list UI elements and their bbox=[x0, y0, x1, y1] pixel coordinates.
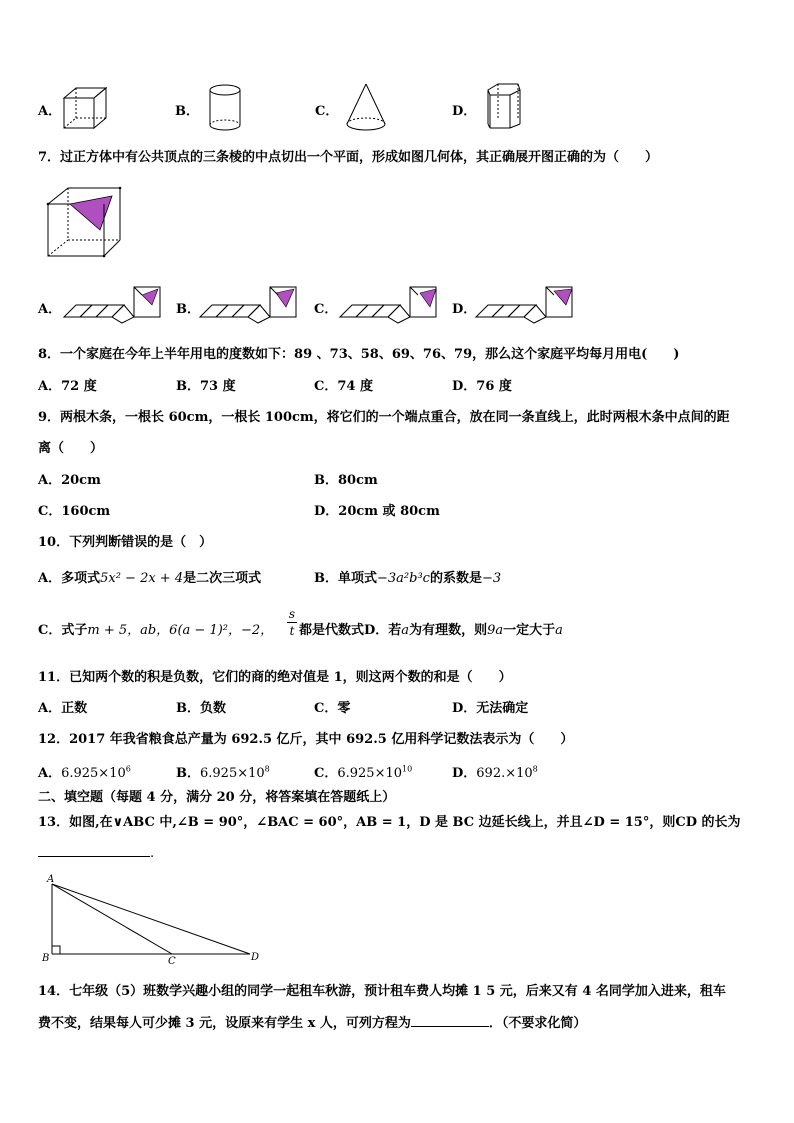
q11-option-d: D．无法确定 bbox=[452, 701, 529, 716]
q13-stem: 13．如图,在∨ABC 中,∠B = 90°，∠BAC = 60°，AB = 1，D 是 BC 边延长线上，并且∠D = 15°，则CD 的长为 bbox=[38, 815, 741, 830]
q10-d-var-2: a bbox=[555, 623, 563, 638]
q12-a-label: A． bbox=[38, 766, 62, 781]
q14-stem-line2 bbox=[38, 1012, 586, 1031]
q14-stem-part2: ．（不要求化简） bbox=[488, 1016, 587, 1031]
q6-option-c: C． bbox=[315, 104, 339, 119]
q9-stem-line2: 离（ ） bbox=[38, 441, 104, 456]
q10-d-var: a bbox=[401, 623, 410, 638]
q7-option-c: C． bbox=[314, 302, 338, 317]
net-figure-c bbox=[338, 283, 448, 325]
q10-a-suffix: 是二次三项式 bbox=[183, 571, 262, 586]
q6-option-d: D． bbox=[452, 104, 477, 119]
q11-option-a: A．正数 bbox=[38, 701, 88, 716]
q10-option-c-d bbox=[299, 619, 563, 638]
q11-option-b: B．负数 bbox=[176, 701, 226, 716]
q6-option-b: B． bbox=[175, 104, 199, 119]
q9-stem-line1: 9．两根木条，一根长 60cm，一根长 100cm，将它们的一个端点重合，放在同一条直线上，此时两根木条中点间的距 bbox=[38, 410, 730, 425]
q7-option-d: D． bbox=[452, 302, 477, 317]
q8-option-a: A．72 度 bbox=[38, 379, 97, 394]
q7-stem: 7．过正方体中有公共顶点的三条棱的中点切出一个平面，形成如图几何体，其正确展开图正确的为（ ） bbox=[38, 150, 659, 165]
prism-icon bbox=[484, 82, 524, 134]
q12-b-exponent: 8 bbox=[264, 764, 270, 774]
q12-option-a bbox=[38, 762, 131, 781]
fraction-bar bbox=[287, 622, 297, 623]
vertex-label-d: D bbox=[251, 952, 260, 963]
q12-option-b bbox=[176, 762, 270, 781]
q6-option-a: A． bbox=[38, 104, 62, 119]
q10-b-expression: −3a²b³c bbox=[377, 571, 430, 586]
q10-option-a bbox=[38, 567, 261, 586]
net-figure-a bbox=[62, 283, 172, 325]
vertex-label-c: C bbox=[168, 956, 176, 967]
truncated-cube-figure bbox=[42, 184, 124, 260]
q12-stem: 12．2017 年我省粮食总产量为 692.5 亿斤，其中 692.5 亿用科学记数法表示为（ ） bbox=[38, 732, 574, 747]
q10-b-prefix: B．单项式 bbox=[314, 571, 377, 586]
q9-option-a: A．20cm bbox=[38, 473, 101, 488]
q9-option-d: D．20cm 或 80cm bbox=[314, 504, 440, 519]
cone-icon bbox=[344, 82, 390, 134]
q8-option-c: C．74 度 bbox=[314, 379, 373, 394]
q10-c-suffix: 都是代数式 bbox=[299, 623, 365, 638]
q10-d-prefix: D．若 bbox=[364, 623, 402, 638]
q10-a-prefix: A．多项式 bbox=[38, 571, 101, 586]
q8-option-b: B．73 度 bbox=[176, 379, 236, 394]
q12-d-exponent: 8 bbox=[532, 764, 538, 774]
q7-option-a: A． bbox=[38, 302, 62, 317]
q12-a-exponent: 6 bbox=[125, 764, 131, 774]
q12-option-c bbox=[314, 762, 412, 781]
q10-c-fraction-den: t bbox=[289, 624, 295, 638]
q10-stem: 10．下列判断错误的是（ ） bbox=[38, 535, 213, 550]
q11-option-c: C．零 bbox=[314, 701, 351, 716]
q10-c-fraction bbox=[287, 607, 297, 638]
q10-option-b bbox=[314, 567, 501, 586]
q14-stem-line1: 14．七年级（5）班数学兴趣小组的同学一起租车秋游，预计租车费人均摊 1 5 元，后来又有 4 名同学加入进来，租车 bbox=[38, 984, 726, 999]
q10-d-expression: 9a bbox=[487, 623, 504, 638]
q10-d-suffix: 一定大于 bbox=[503, 623, 556, 638]
q10-c-prefix: C．式子 bbox=[38, 623, 88, 638]
q13-end-punct: . bbox=[150, 846, 155, 861]
q12-d-label: D． bbox=[452, 766, 477, 781]
q10-option-c bbox=[38, 619, 273, 638]
q12-d-value: 692.×10 bbox=[476, 766, 533, 781]
net-figure-b bbox=[198, 283, 308, 325]
q13-answer-blank[interactable] bbox=[38, 844, 150, 857]
q9-option-b: B．80cm bbox=[314, 473, 378, 488]
q12-c-exponent: 10 bbox=[402, 764, 413, 774]
vertex-label-b: B bbox=[42, 953, 50, 964]
q7-option-b: B． bbox=[176, 302, 200, 317]
q10-b-value: −3 bbox=[481, 571, 502, 586]
triangle-figure bbox=[40, 872, 265, 967]
q12-c-label: C． bbox=[314, 766, 338, 781]
q10-a-expression: 5x² − 2x + 4 bbox=[100, 571, 184, 586]
cylinder-icon bbox=[208, 84, 244, 132]
q14-answer-blank[interactable] bbox=[411, 1014, 489, 1027]
q9-option-c: C．160cm bbox=[38, 504, 111, 519]
vertex-label-a: A bbox=[47, 874, 55, 885]
q13-answer-line bbox=[38, 844, 154, 861]
section-heading: 二、填空题（每题 4 分，满分 20 分，将答案填在答题纸上） bbox=[38, 790, 396, 805]
q12-c-value: 6.925×10 bbox=[337, 766, 403, 781]
cube-icon bbox=[62, 86, 108, 130]
q11-stem: 11．已知两个数的积是负数，它们的商的绝对值是 1，则这两个数的和是（ ） bbox=[38, 670, 512, 685]
q8-stem: 8．一个家庭在今年上半年用电的度数如下：89 、73、58、69、76、79，那么这个家庭平均每月用电( ) bbox=[38, 347, 680, 362]
net-figure-d bbox=[474, 283, 584, 325]
q10-c-fraction-num: s bbox=[288, 607, 296, 621]
q12-option-d bbox=[452, 762, 538, 781]
q10-c-expression: m + 5，ab，6(a − 1)²，−2， bbox=[87, 623, 274, 638]
q10-d-middle: 为有理数，则 bbox=[409, 623, 488, 638]
q12-a-value: 6.925×10 bbox=[61, 766, 126, 781]
q14-stem-part1: 费不变，结果每人可少摊 3 元，设原来有学生 x 人，可列方程为 bbox=[38, 1016, 411, 1031]
q12-b-value: 6.925×10 bbox=[200, 766, 265, 781]
q8-option-d: D．76 度 bbox=[452, 379, 512, 394]
q12-b-label: B． bbox=[176, 766, 200, 781]
q10-b-suffix: 的系数是 bbox=[429, 571, 482, 586]
